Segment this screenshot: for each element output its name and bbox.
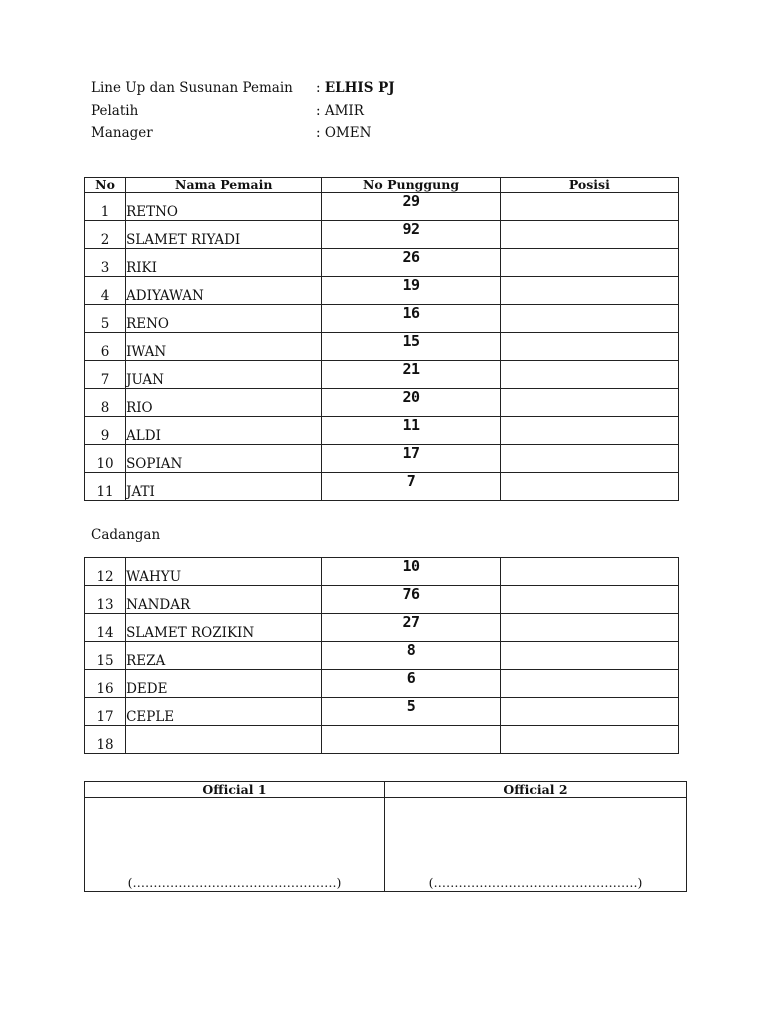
player-no-cell: 7: [85, 361, 126, 389]
coach-value: : AMIR: [316, 102, 364, 119]
table-row: [85, 558, 679, 586]
table-row: [85, 473, 679, 501]
player-name-cell: ALDI: [126, 417, 322, 445]
jersey-number-cell: 27: [322, 614, 500, 642]
player-no-cell: 14: [85, 614, 126, 642]
position-cell: [500, 417, 678, 445]
lineup-colon: :: [316, 80, 325, 96]
player-name-cell: WAHYU: [126, 558, 322, 586]
manager-label: Manager: [91, 125, 153, 141]
player-name-cell: RETNO: [126, 193, 322, 221]
position-cell: [500, 361, 678, 389]
player-name-cell: RIO: [126, 389, 322, 417]
team-info-header: [91, 78, 491, 146]
position-cell: [500, 193, 678, 221]
lineup-row: [91, 78, 491, 101]
player-no-cell: 8: [85, 389, 126, 417]
player-no-cell: 6: [85, 333, 126, 361]
player-no-cell: 12: [85, 558, 126, 586]
officials-table: [84, 781, 687, 892]
jersey-number-cell: [322, 726, 500, 754]
player-no-cell: 13: [85, 586, 126, 614]
position-cell: [500, 389, 678, 417]
official-2-signature: (………………………………………….): [385, 798, 687, 892]
substitutes-table: [84, 557, 679, 754]
position-cell: [500, 221, 678, 249]
table-row: [85, 193, 679, 221]
table-header-row: [85, 178, 679, 193]
table-row: [85, 614, 679, 642]
player-name-cell: DEDE: [126, 670, 322, 698]
header-number: No Punggung: [322, 178, 500, 193]
player-name-cell: SLAMET ROZIKIN: [126, 614, 322, 642]
jersey-number-cell: 5: [322, 698, 500, 726]
player-name-cell: ADIYAWAN: [126, 277, 322, 305]
jersey-number-cell: 15: [322, 333, 500, 361]
position-cell: [500, 305, 678, 333]
jersey-number-cell: 92: [322, 221, 500, 249]
substitutes-label: Cadangan: [91, 527, 161, 543]
table-row: [85, 586, 679, 614]
position-cell: [500, 586, 678, 614]
jersey-number-cell: 11: [322, 417, 500, 445]
player-no-cell: 4: [85, 277, 126, 305]
team-name: ELHIS PJ: [324, 80, 395, 96]
player-no-cell: 16: [85, 670, 126, 698]
table-row: [85, 333, 679, 361]
player-no-cell: 1: [85, 193, 126, 221]
table-row: [85, 417, 679, 445]
player-name-cell: JATI: [126, 473, 322, 501]
table-row: [85, 698, 679, 726]
table-row: [85, 642, 679, 670]
player-name-cell: [126, 726, 322, 754]
jersey-number-cell: 7: [322, 473, 500, 501]
player-no-cell: 3: [85, 249, 126, 277]
table-row: [85, 361, 679, 389]
table-row: [85, 249, 679, 277]
player-no-cell: 15: [85, 642, 126, 670]
player-name-cell: IWAN: [126, 333, 322, 361]
table-row: [85, 277, 679, 305]
jersey-number-cell: 76: [322, 586, 500, 614]
manager-row: [91, 123, 491, 146]
jersey-number-cell: 20: [322, 389, 500, 417]
position-cell: [500, 698, 678, 726]
coach-row: [91, 101, 491, 124]
position-cell: [500, 726, 678, 754]
jersey-number-cell: 8: [322, 642, 500, 670]
header-position: Posisi: [500, 178, 678, 193]
table-row: [85, 221, 679, 249]
player-no-cell: 10: [85, 445, 126, 473]
player-name-cell: REZA: [126, 642, 322, 670]
lineup-label: Line Up dan Susunan Pemain: [91, 80, 293, 96]
table-row: [85, 726, 679, 754]
official-1-signature: (………………………………………….): [85, 798, 385, 892]
table-row: [85, 445, 679, 473]
header-no: No: [85, 178, 126, 193]
table-row: [85, 305, 679, 333]
player-no-cell: 9: [85, 417, 126, 445]
player-name-cell: CEPLE: [126, 698, 322, 726]
player-name-cell: NANDAR: [126, 586, 322, 614]
player-name-cell: RENO: [126, 305, 322, 333]
position-cell: [500, 445, 678, 473]
position-cell: [500, 642, 678, 670]
player-no-cell: 2: [85, 221, 126, 249]
position-cell: [500, 670, 678, 698]
jersey-number-cell: 26: [322, 249, 500, 277]
position-cell: [500, 333, 678, 361]
officials-signature-row: [85, 798, 687, 892]
jersey-number-cell: 10: [322, 558, 500, 586]
position-cell: [500, 614, 678, 642]
player-no-cell: 11: [85, 473, 126, 501]
position-cell: [500, 558, 678, 586]
official-2-label: Official 2: [385, 782, 687, 798]
jersey-number-cell: 17: [322, 445, 500, 473]
jersey-number-cell: 6: [322, 670, 500, 698]
official-1-label: Official 1: [85, 782, 385, 798]
jersey-number-cell: 19: [322, 277, 500, 305]
substitutes-body: [85, 558, 679, 754]
player-name-cell: RIKI: [126, 249, 322, 277]
coach-label: Pelatih: [91, 102, 139, 119]
player-no-cell: 18: [85, 726, 126, 754]
jersey-number-cell: 21: [322, 361, 500, 389]
officials-header-row: [85, 782, 687, 798]
starters-table: [84, 177, 679, 501]
jersey-number-cell: 29: [322, 193, 500, 221]
position-cell: [500, 249, 678, 277]
starters-body: [85, 193, 679, 501]
player-name-cell: SLAMET RIYADI: [126, 221, 322, 249]
player-no-cell: 17: [85, 698, 126, 726]
table-row: [85, 670, 679, 698]
position-cell: [500, 277, 678, 305]
position-cell: [500, 473, 678, 501]
jersey-number-cell: 16: [322, 305, 500, 333]
player-no-cell: 5: [85, 305, 126, 333]
manager-value: : OMEN: [316, 125, 372, 141]
player-name-cell: SOPIAN: [126, 445, 322, 473]
table-row: [85, 389, 679, 417]
lineup-value: [316, 78, 395, 98]
header-name: Nama Pemain: [126, 178, 322, 193]
player-name-cell: JUAN: [126, 361, 322, 389]
